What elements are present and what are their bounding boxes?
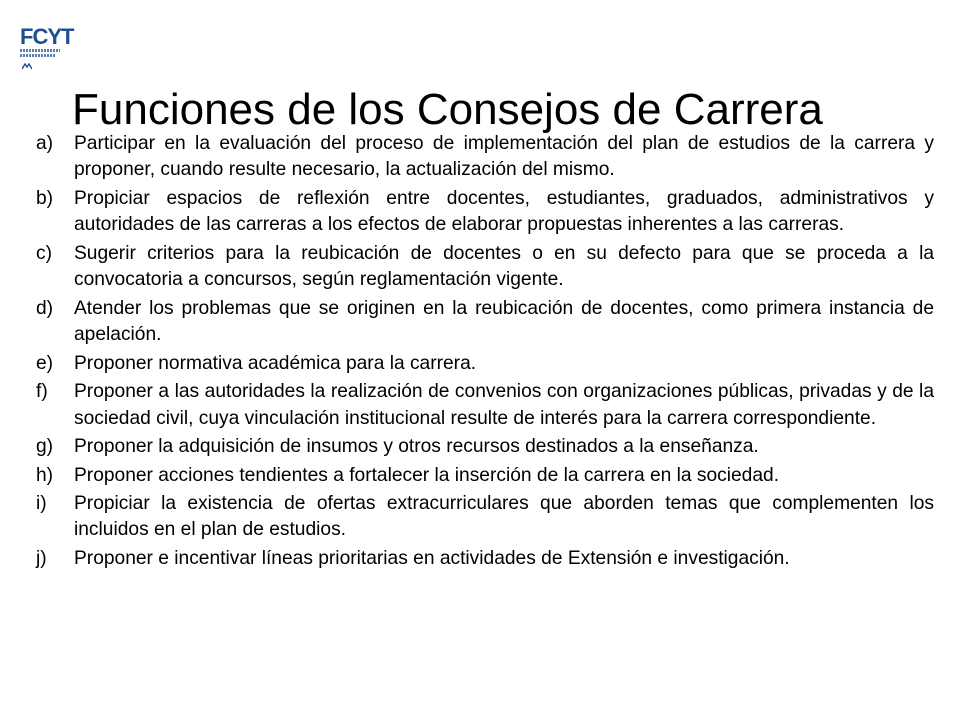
- list-item-text: Propiciar espacios de reflexión entre docentes, estudiantes, graduados, administrativos y autoridades de las carreras a los efectos de elaborar propuestas inherentes a las carreras.: [74, 187, 934, 236]
- list-item-text: Proponer acciones tendientes a fortalecer la inserción de la carrera en la sociedad.: [74, 464, 780, 486]
- page-title: Funciones de los Consejos de Carrera: [72, 85, 823, 135]
- list-item: [36, 351, 934, 377]
- list-item-marker: d): [36, 297, 54, 319]
- list-item: [36, 463, 934, 489]
- list-item-text: Proponer la adquisición de insumos y otros recursos destinados a la enseñanza.: [74, 436, 759, 458]
- faculty-logo: [20, 24, 74, 80]
- logo-text: FCYT: [20, 24, 74, 49]
- list-item-marker: f): [36, 381, 48, 403]
- list-item: [36, 434, 934, 460]
- list-item-text: Participar en la evaluación del proceso de implementación del plan de estudios de la carrera y proponer, cuando resulte necesario, la actualización del mismo.: [74, 133, 934, 181]
- list-item-marker: a): [36, 133, 54, 154]
- list-item: [36, 131, 934, 184]
- list-item-text: Proponer a las autoridades la realización de convenios con organizaciones públicas, privadas y de la sociedad civil, cuya vinculación institucional resulte de interés para la carrera correspondiente.: [74, 381, 934, 429]
- list-item-text: Propiciar la existencia de ofertas extracurriculares que aborden temas que complementen los incluidos en el plan de estudios.: [74, 493, 934, 541]
- list-item-text: Proponer normativa académica para la carrera.: [74, 352, 477, 374]
- logo-subtitle-line-2: [20, 54, 56, 57]
- list-item: [36, 379, 934, 432]
- functions-list: [36, 131, 934, 574]
- list-item-marker: e): [36, 352, 54, 374]
- list-item-marker: h): [36, 464, 54, 486]
- list-item-marker: c): [36, 242, 52, 264]
- list-item: [36, 186, 934, 239]
- list-item-marker: i): [36, 493, 47, 515]
- list-item-marker: b): [36, 187, 54, 209]
- list-item-marker: g): [36, 436, 54, 458]
- list-item: [36, 491, 934, 544]
- list-item-text: Proponer e incentivar líneas prioritarias en actividades de Extensión e investigación.: [74, 547, 790, 569]
- list-item-text: Atender los problemas que se originen en la reubicación de docentes, como primera instancia de apelación.: [74, 297, 934, 346]
- list-item: [36, 241, 934, 294]
- list-item: [36, 546, 934, 572]
- list-item-text: Sugerir criterios para la reubicación de docentes o en su defecto para que se proceda a la convocatoria a concursos, según reglamentación vigente.: [74, 242, 934, 291]
- list-item: [36, 296, 934, 349]
- logo-mark-icon: [22, 63, 32, 70]
- list-item-marker: j): [36, 547, 47, 569]
- logo-subtitle-line: [20, 49, 60, 52]
